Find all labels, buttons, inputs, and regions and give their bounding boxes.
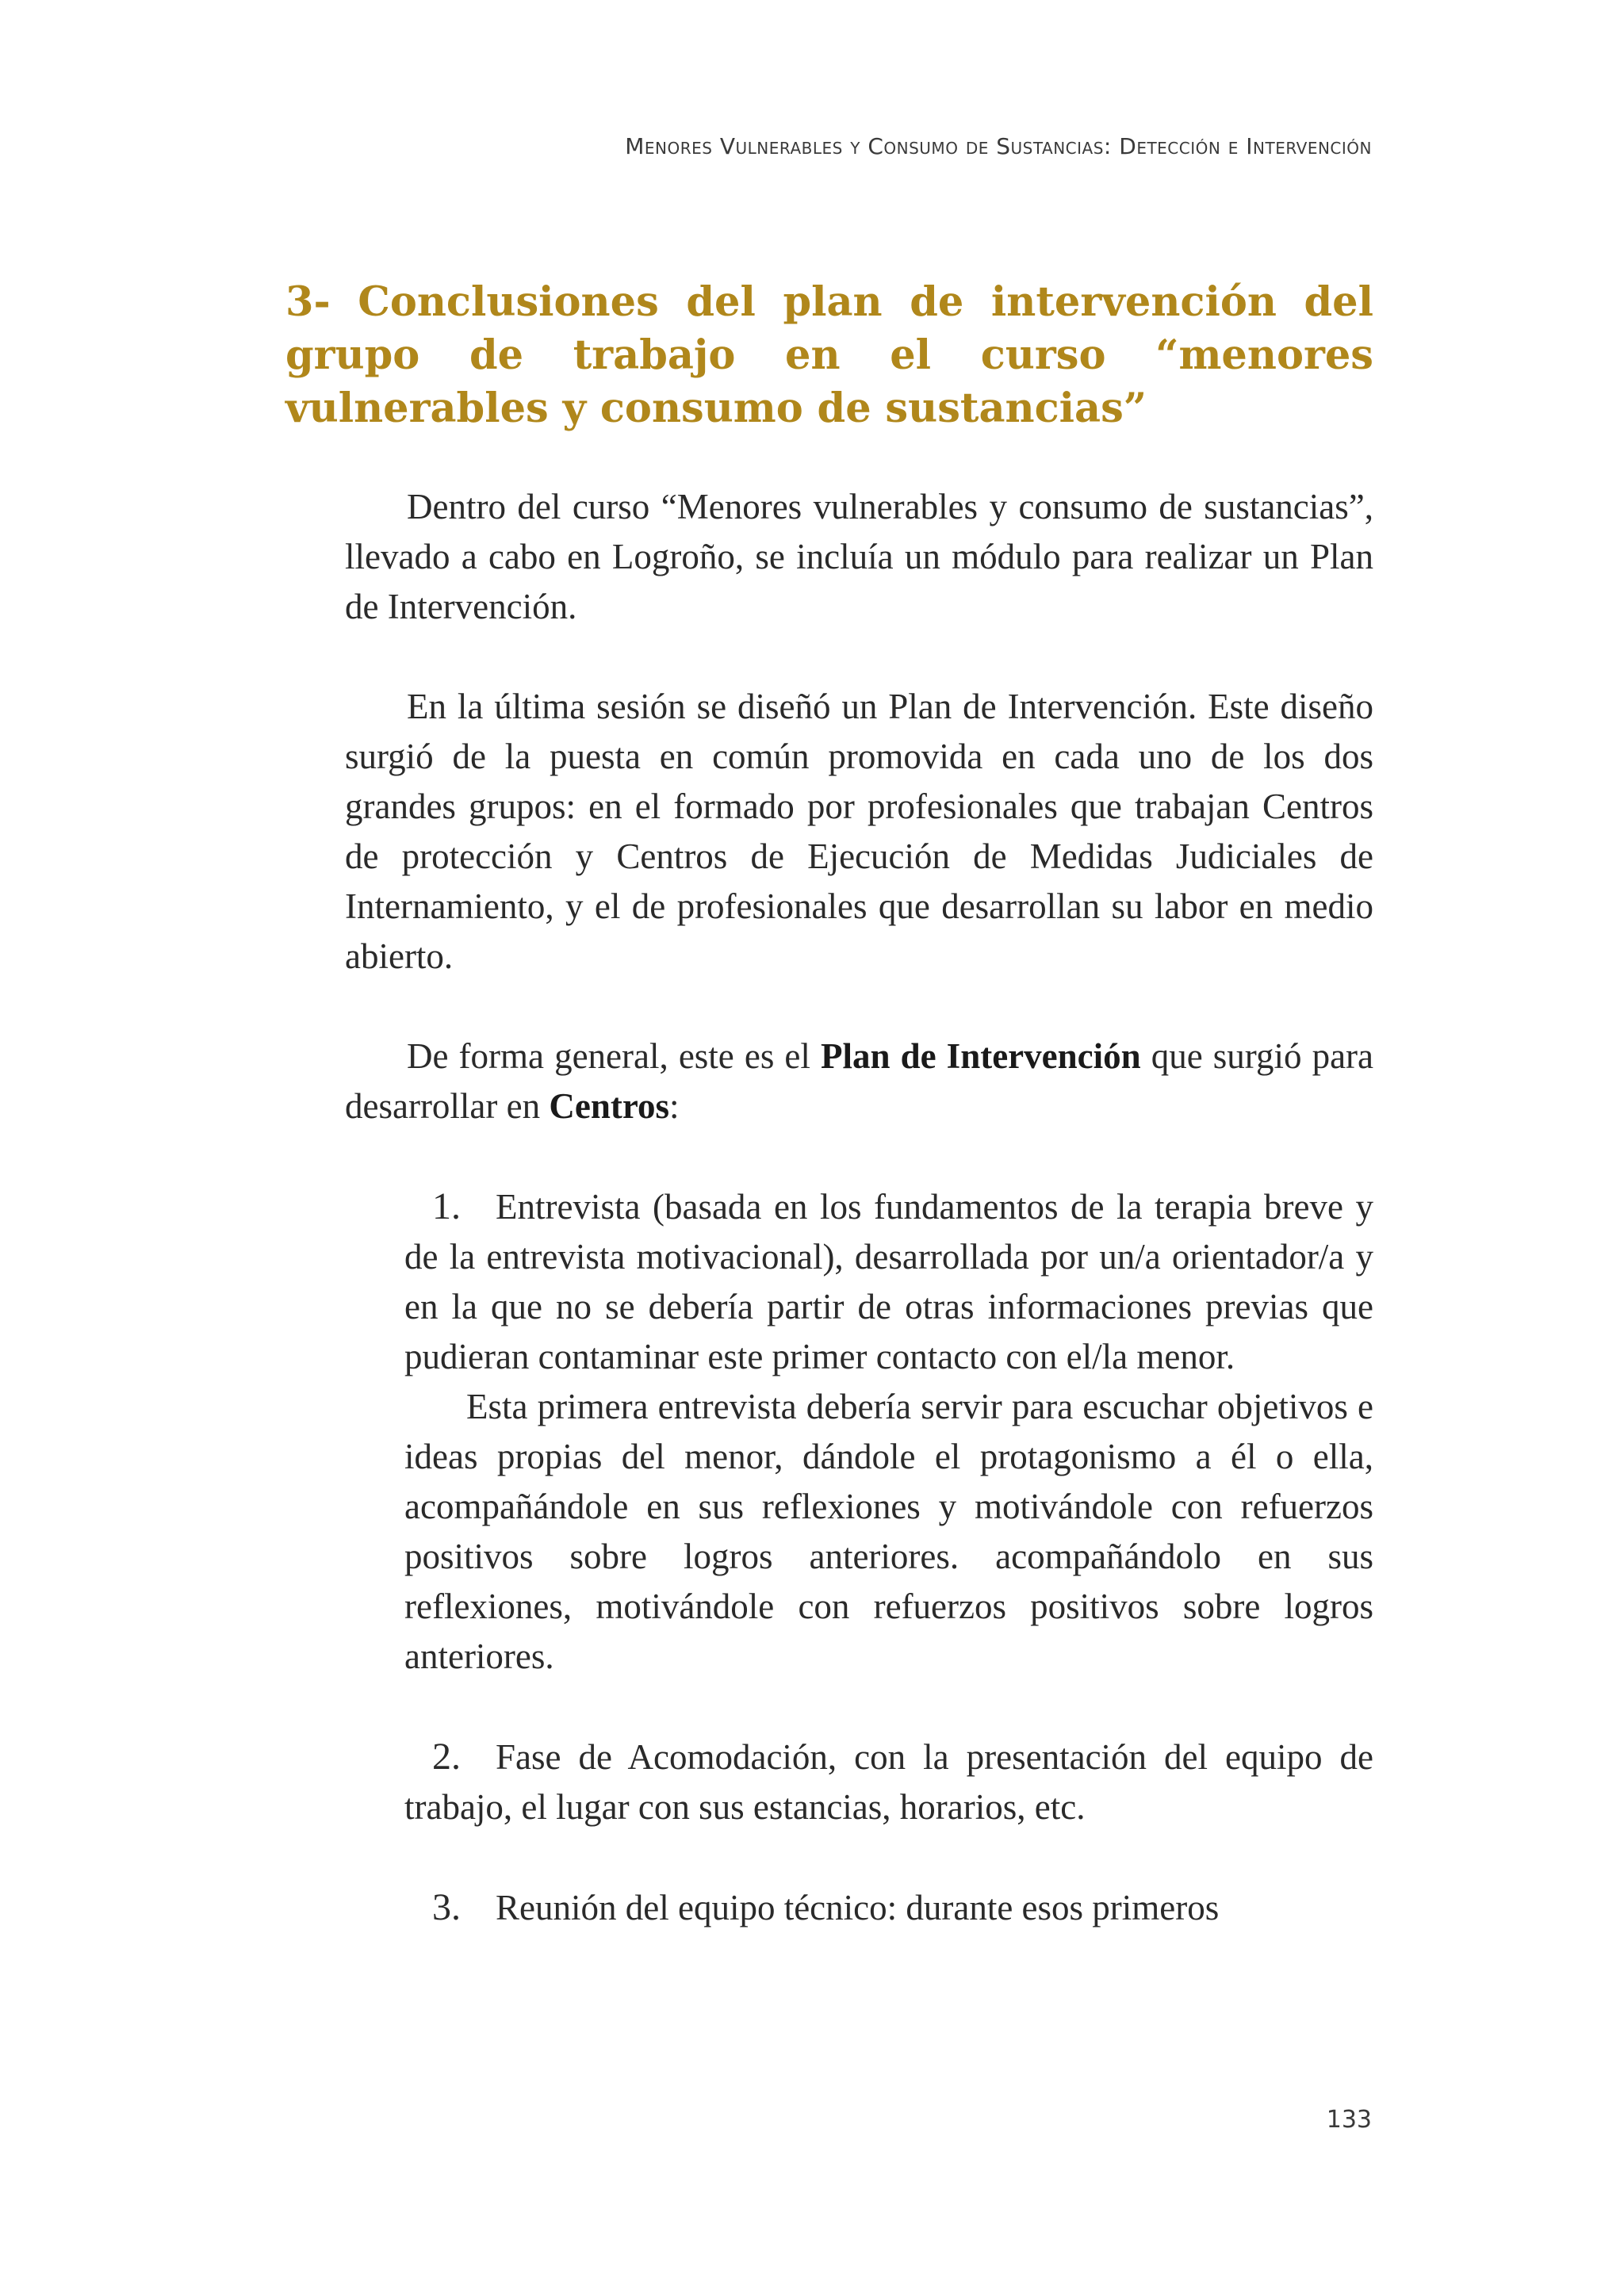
running-header: Menores Vulnerables y Consumo de Sustancias: Detección e Intervención: [625, 133, 1372, 159]
list-item: [404, 1732, 1373, 1832]
list-item-lead: [404, 1882, 1373, 1933]
list-item-number: 3.: [432, 1886, 461, 1928]
plan-intro-text-3: :: [669, 1086, 680, 1126]
section-title: 3- Conclusiones del plan de intervención del grupo de trabajo en el curso “menores vulnerables y consumo de sustancias”: [285, 278, 1373, 432]
body-text: [345, 482, 1373, 1983]
plan-steps-list: [345, 1181, 1373, 1933]
list-item-text: Fase de Acomodación, con la presentación del equipo de trabajo, el lugar con sus estancias, horarios, etc.: [404, 1737, 1373, 1827]
plan-intro-bold-centros: Centros: [549, 1086, 670, 1126]
paragraph-intro-course: Dentro del curso “Menores vulnerables y consumo de sustancias”, llevado a cabo en Logroño, se incluía un módulo para realizar un Plan de Intervención.: [345, 487, 1373, 626]
list-item-lead: [404, 1732, 1373, 1832]
list-item-number: 2.: [432, 1736, 461, 1778]
list-item-lead: [404, 1181, 1373, 1382]
plan-intro-bold-plan: Plan de Intervención: [821, 1036, 1141, 1076]
list-item-text: Entrevista (basada en los fundamentos de la terapia breve y de la entrevista motivacional), desarrollada por un/a orientador/a y en la que no se debería partir de otras informaciones previas que pudieran contaminar este primer contacto con el/la menor.: [404, 1187, 1373, 1376]
plan-intro-text-1: De forma general, este es el: [407, 1036, 821, 1076]
plan-intro-text-2: que surgió para desarrollar en: [345, 1036, 1373, 1126]
list-item-text: Reunión del equipo técnico: durante esos primeros: [496, 1888, 1220, 1927]
list-item: [404, 1882, 1373, 1933]
page-number: 133: [1326, 2106, 1372, 2134]
paragraph-plan-intro: [345, 1032, 1373, 1131]
list-item: [404, 1181, 1373, 1682]
list-item-continuation: Esta primera entrevista debería servir para escuchar objetivos e ideas propias del menor, dándole el protagonismo a él o ella, acompañándole en sus reflexiones y motivándole con refuerzos positivos sobre logros anteriores. acompañándolo en sus reflexiones, motivándole con refuerzos positivos sobre logros anteriores.: [404, 1387, 1373, 1676]
paragraph-design: En la última sesión se diseñó un Plan de Intervención. Este diseño surgió de la puesta en común promovida en cada uno de los dos grandes grupos: en el formado por profesionales que trabajan Centros de protección y Centros de Ejecución de Medidas Judiciales de Internamiento, y el de profesionales que desarrollan su labor en medio abierto.: [345, 687, 1373, 976]
list-item-number: 1.: [432, 1185, 461, 1227]
